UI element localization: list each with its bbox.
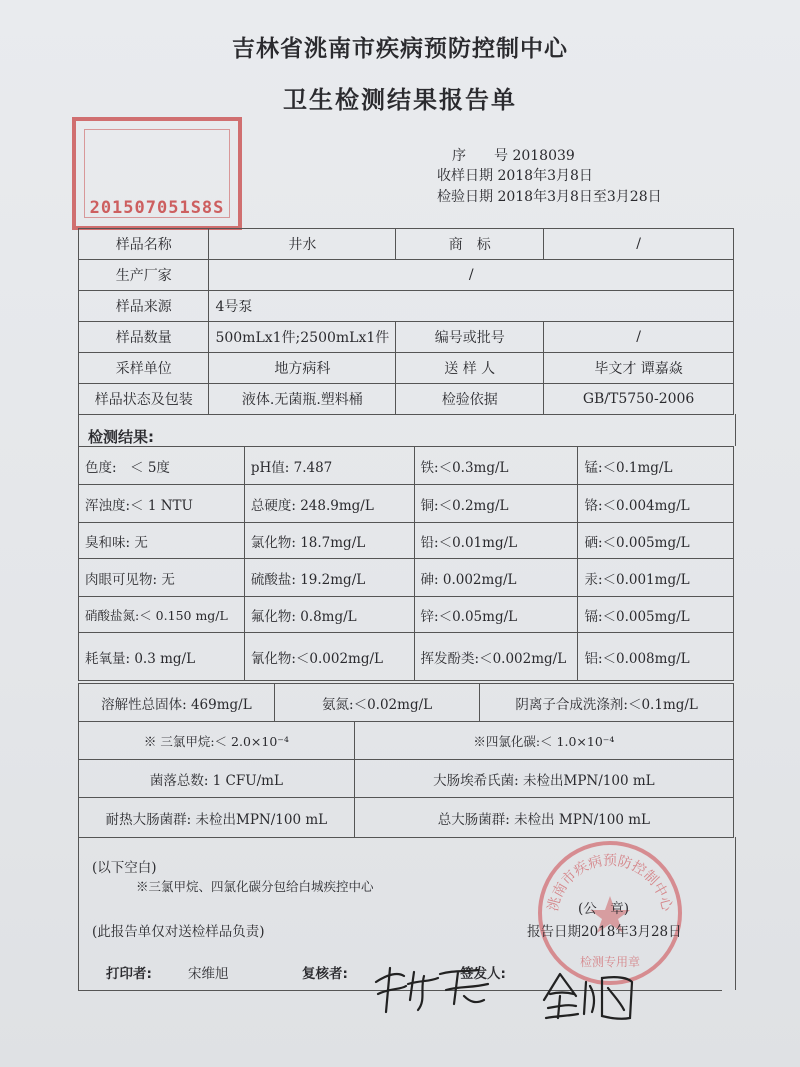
result-cd: 镉:＜0.005mg/L [578, 597, 734, 633]
subcontract-note: ※三氯甲烷、四氯化碳分包给白城疾控中心 [136, 879, 374, 894]
reviewer-signature [368, 960, 498, 1020]
sample-info-table [78, 228, 734, 415]
result-tds: 溶解性总固体: 469mg/L [79, 684, 275, 722]
value-basis: GB/T5750-2006 [544, 384, 734, 415]
sample-stamp [72, 117, 242, 230]
label-sample-name: 样品名称 [79, 229, 209, 260]
result-zn: 锌:＜0.05mg/L [414, 597, 578, 633]
result-sulfate: 硫酸盐: 19.2mg/L [244, 559, 414, 597]
org-title: 吉林省洮南市疾病预防控制中心 [232, 36, 568, 62]
label-maker: 生产厂家 [79, 260, 209, 291]
value-unit: 地方病科 [209, 353, 396, 384]
result-colony: 菌落总数: 1 CFU/mL [79, 760, 355, 798]
blank-note: (以下空白) [92, 860, 157, 876]
seal-sub: 检测专用章 [579, 955, 641, 969]
result-ecoli: 大肠埃希氏菌: 未检出MPN/100 mL [354, 760, 733, 798]
label-batch: 编号或批号 [396, 322, 544, 353]
label-sender: 送 样 人 [396, 353, 544, 384]
result-chloride: 氯化物: 18.7mg/L [244, 523, 414, 559]
result-detergent: 阴离子合成洗涤剂:＜0.1mg/L [480, 684, 734, 722]
printer-name: 宋维旭 [188, 966, 229, 982]
label-source: 样品来源 [79, 291, 209, 322]
value-state: 液体.无菌瓶.塑料桶 [209, 384, 396, 415]
result-ammonia: 氨氮:＜0.02mg/L [274, 684, 480, 722]
seal-text: 洮南市疾病预防控制中心 [545, 853, 675, 913]
printer-label: 打印者: [106, 966, 152, 982]
result-al: 铝:＜0.008mg/L [578, 633, 734, 681]
label-qty: 样品数量 [79, 322, 209, 353]
value-sender: 毕文才 谭嘉焱 [544, 353, 734, 384]
results-heading: 检测结果: [88, 428, 154, 446]
result-as: 砷: 0.002mg/L [414, 559, 578, 597]
result-pb: 铅:＜0.01mg/L [414, 523, 578, 559]
result-oxygen: 耗氧量: 0.3 mg/L [79, 633, 245, 681]
result-cyanide: 氰化物:＜0.002mg/L [244, 633, 414, 681]
serial-line: 序 号 2018039 [452, 148, 575, 164]
result-ccl4: ※四氯化碳:＜ 1.0×10⁻⁴ [354, 722, 733, 760]
result-cr: 铬:＜0.004mg/L [578, 485, 734, 523]
results-table-3 [78, 721, 734, 838]
value-maker: / [209, 260, 734, 291]
tested-line: 检验日期 2018年3月8日至3月28日 [437, 189, 662, 205]
stamp-number: 201507051S8S [89, 198, 225, 218]
value-batch: / [544, 322, 734, 353]
result-thermo-coliform: 耐热大肠菌群: 未检出MPN/100 mL [79, 798, 355, 838]
received-value: 2018年3月8日 [497, 168, 593, 184]
received-line: 收样日期 2018年3月8日 [437, 168, 593, 184]
result-visible: 肉眼可见物: 无 [79, 559, 245, 597]
result-se: 硒:＜0.005mg/L [578, 523, 734, 559]
value-brand: / [544, 229, 734, 260]
issuer-label: 签发人: [460, 966, 506, 982]
result-cu: 铜:＜0.2mg/L [414, 485, 578, 523]
result-fluoride: 氟化物: 0.8mg/L [244, 597, 414, 633]
seal-label: (公 章) [578, 901, 630, 917]
result-color: 色度: ＜ 5度 [79, 447, 245, 485]
value-qty: 500mLx1件;2500mLx1件 [209, 322, 396, 353]
result-hg: 汞:＜0.001mg/L [578, 559, 734, 597]
tested-value: 2018年3月8日至3月28日 [497, 189, 662, 205]
results-table-2 [78, 683, 734, 722]
label-state: 样品状态及包装 [79, 384, 209, 415]
issuer-signature [540, 966, 640, 1026]
label-brand: 商 标 [396, 229, 544, 260]
result-fe: 铁:＜0.3mg/L [414, 447, 578, 485]
value-source: 4号泵 [209, 291, 734, 322]
result-chloroform: ※ 三氯甲烷:＜ 2.0×10⁻⁴ [79, 722, 355, 760]
results-heading-cell [78, 414, 736, 446]
value-sample-name: 井水 [209, 229, 396, 260]
serial-value: 2018039 [512, 148, 575, 164]
result-nitrate: 硝酸盐氮:＜ 0.150 mg/L [79, 597, 245, 633]
result-phenol: 挥发酚类:＜0.002mg/L [414, 633, 578, 681]
result-hardness: 总硬度: 248.9mg/L [244, 485, 414, 523]
result-turbidity: 浑浊度:＜ 1 NTU [79, 485, 245, 523]
disclaimer: (此报告单仅对送检样品负责) [92, 924, 265, 940]
results-table [78, 446, 734, 681]
report-title: 卫生检测结果报告单 [283, 86, 517, 114]
result-total-coliform: 总大肠菌群: 未检出 MPN/100 mL [354, 798, 733, 838]
label-unit: 采样单位 [79, 353, 209, 384]
result-odor: 臭和味: 无 [79, 523, 245, 559]
label-basis: 检验依据 [396, 384, 544, 415]
reviewer-label: 复核者: [302, 966, 348, 982]
result-ph: pH值: 7.487 [244, 447, 414, 485]
result-mn: 锰:＜0.1mg/L [578, 447, 734, 485]
report-date: 报告日期2018年3月28日 [527, 924, 682, 940]
